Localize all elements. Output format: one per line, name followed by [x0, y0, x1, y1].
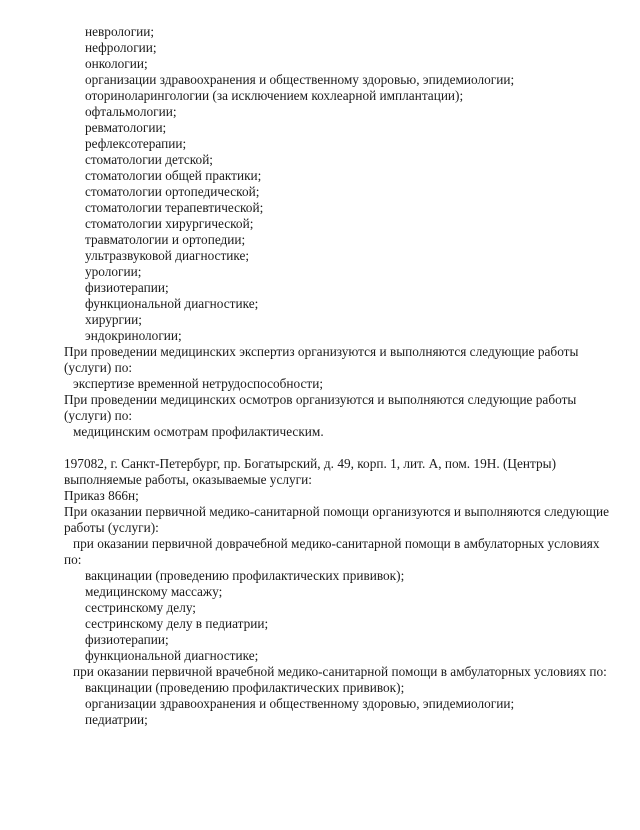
document-line: стоматологии ортопедической;: [85, 184, 260, 199]
document-line: при оказании первичной врачебной медико-санитарной помощи в амбулаторных условиях по:: [73, 664, 607, 679]
document-line: стоматологии терапевтической;: [85, 200, 264, 215]
document-line: травматологии и ортопедии;: [85, 232, 246, 247]
document-line: организации здравоохранения и общественному здоровью, эпидемиологии;: [85, 72, 515, 87]
document-line: неврологии;: [85, 24, 155, 39]
document-line: медицинским осмотрам профилактическим.: [73, 424, 324, 439]
document-line: функциональной диагностике;: [85, 296, 259, 311]
document-line: 197082, г. Санкт-Петербург, пр. Богатырский, д. 49, корп. 1, лит. А, пом. 19Н. (Центры): [64, 456, 557, 471]
document-line: эндокринологии;: [85, 328, 182, 343]
document-text-block: [64, 24, 609, 728]
document-line: экспертизе временной нетрудоспособности;: [73, 376, 324, 391]
document-line: (услуги) по:: [64, 360, 133, 375]
document-line: при оказании первичной доврачебной медико-санитарной помощи в амбулаторных условиях: [73, 536, 600, 551]
document-line: стоматологии детской;: [85, 152, 214, 167]
document-line: стоматологии хирургической;: [85, 216, 254, 231]
document-line: ультразвуковой диагностике;: [85, 248, 250, 263]
document-line: сестринскому делу;: [85, 600, 196, 615]
document-line: Приказ 866н;: [64, 488, 139, 503]
document-line: выполняемые работы, оказываемые услуги:: [64, 472, 312, 487]
document-line: нефрологии;: [85, 40, 157, 55]
document-line: оториноларингологии (за исключением кохлеарной имплантации);: [85, 88, 464, 103]
document-line: работы (услуги):: [64, 520, 159, 535]
document-line: (услуги) по:: [64, 408, 133, 423]
document-line: вакцинации (проведению профилактических прививок);: [85, 568, 405, 583]
document-line: функциональной диагностике;: [85, 648, 259, 663]
document-line: ревматологии;: [85, 120, 167, 135]
document-line: урологии;: [85, 264, 142, 279]
document-line: При проведении медицинских экспертиз организуются и выполняются следующие работы: [64, 344, 579, 359]
document-line: хирургии;: [85, 312, 142, 327]
document-line: по:: [64, 552, 82, 567]
document-line: рефлексотерапии;: [85, 136, 187, 151]
document-line: стоматологии общей практики;: [85, 168, 262, 183]
document-line: При оказании первичной медико-санитарной помощи организуются и выполняются следующие: [64, 504, 609, 519]
document-line: вакцинации (проведению профилактических прививок);: [85, 680, 405, 695]
document-line: При проведении медицинских осмотров организуются и выполняются следующие работы: [64, 392, 577, 407]
blank-line: [64, 440, 609, 456]
document-line: физиотерапии;: [85, 280, 169, 295]
document-line: педиатрии;: [85, 712, 148, 727]
document-line: медицинскому массажу;: [85, 584, 223, 599]
document-line: онкологии;: [85, 56, 148, 71]
document-line: сестринскому делу в педиатрии;: [85, 616, 269, 631]
document-line: организации здравоохранения и общественному здоровью, эпидемиологии;: [85, 696, 515, 711]
document-line: физиотерапии;: [85, 632, 169, 647]
document-line: офтальмологии;: [85, 104, 177, 119]
